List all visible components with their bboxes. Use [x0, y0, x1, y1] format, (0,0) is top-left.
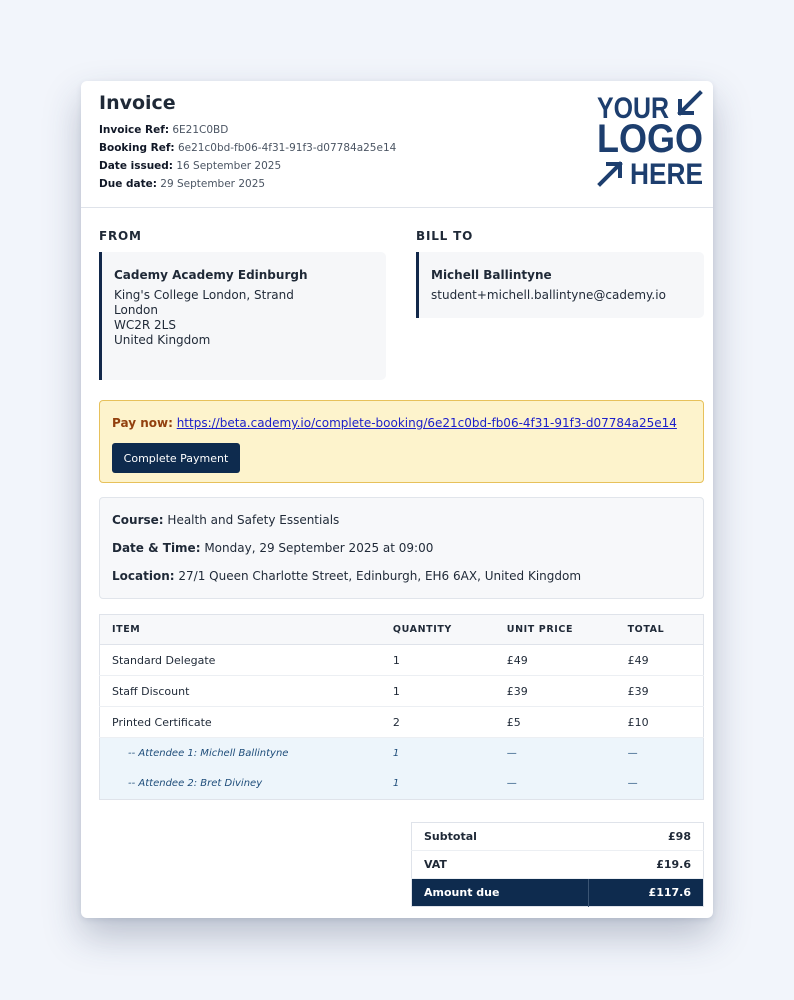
attendee-total: — [616, 769, 704, 800]
from-address-line: WC2R 2LS [114, 318, 176, 332]
item-name: Printed Certificate [100, 707, 381, 738]
from-address-card [99, 252, 386, 380]
logo-text-here: HERE [630, 158, 703, 191]
course-datetime: Monday, 29 September 2025 at 09:00 [204, 541, 434, 555]
line-items-table [99, 614, 704, 800]
invoice-meta [99, 121, 396, 193]
item-unit-price: £39 [495, 676, 616, 707]
item-name: Standard Delegate [100, 645, 381, 676]
from-address-line: United Kingdom [114, 333, 211, 347]
attendee-unit-price: — [495, 769, 616, 800]
datetime-label: Date & Time: [112, 541, 201, 555]
attendee-name: -- Attendee 2: Bret Diviney [100, 769, 381, 800]
item-name: Staff Discount [100, 676, 381, 707]
logo-text-logo: LOGO [597, 117, 703, 161]
item-total: £39 [616, 676, 704, 707]
bill-to-card [416, 252, 704, 318]
column-header-total: TOTAL [616, 615, 704, 645]
attendee-row [100, 738, 704, 769]
pay-now-banner [99, 400, 704, 483]
item-total: £49 [616, 645, 704, 676]
item-unit-price: £5 [495, 707, 616, 738]
invoice-ref: 6E21C0BD [172, 124, 229, 136]
vat-row [412, 851, 704, 879]
vat-value: £19.6 [589, 851, 704, 879]
invoice-ref-label: Invoice Ref: [99, 124, 170, 136]
bill-to-label: BILL TO [416, 229, 474, 243]
attendee-total: — [616, 738, 704, 769]
subtotal-label: Subtotal [412, 823, 589, 851]
column-header-unit-price: UNIT PRICE [495, 615, 616, 645]
item-total: £10 [616, 707, 704, 738]
attendee-unit-price: — [495, 738, 616, 769]
pay-now-label: Pay now: [112, 416, 173, 430]
from-label: FROM [99, 229, 142, 243]
item-quantity: 1 [381, 645, 495, 676]
table-row [100, 707, 704, 738]
location-label: Location: [112, 569, 175, 583]
table-row [100, 676, 704, 707]
due-date-label: Due date: [99, 178, 157, 190]
payment-link[interactable]: https://beta.cademy.io/complete-booking/6e21c0bd-fb06-4f31-91f3-d07784a25e14 [176, 416, 677, 430]
table-row [100, 645, 704, 676]
subtotal-row [412, 823, 704, 851]
bill-to-email: student+michell.ballintyne@cademy.io [431, 288, 666, 302]
invoice-header [81, 81, 713, 208]
totals-table [411, 822, 704, 907]
booking-ref-label: Booking Ref: [99, 142, 175, 154]
invoice-card [81, 81, 713, 918]
date-issued-label: Date issued: [99, 160, 174, 172]
subtotal-value: £98 [589, 823, 704, 851]
item-quantity: 2 [381, 707, 495, 738]
attendee-quantity: 1 [381, 769, 495, 800]
attendee-row [100, 769, 704, 800]
from-name: Cademy Academy Edinburgh [114, 268, 308, 282]
column-header-item: ITEM [100, 615, 381, 645]
amount-due-label: Amount due [412, 879, 589, 907]
attendee-quantity: 1 [381, 738, 495, 769]
bill-to-name: Michell Ballintyne [431, 268, 552, 282]
course-details [99, 497, 704, 599]
vat-label: VAT [412, 851, 589, 879]
amount-due-row [412, 879, 704, 907]
booking-ref: 6e21c0bd-fb06-4f31-91f3-d07784a25e14 [177, 142, 397, 154]
amount-due-value: £117.6 [589, 879, 704, 907]
course-location: 27/1 Queen Charlotte Street, Edinburgh, EH6 6AX, United Kingdom [178, 569, 582, 583]
invoice-title: Invoice [99, 92, 176, 114]
logo-text-your: YOUR [597, 92, 670, 125]
from-address-line: London [114, 303, 158, 317]
due-date: 29 September 2025 [160, 178, 266, 190]
attendee-name: -- Attendee 1: Michell Ballintyne [100, 738, 381, 769]
date-issued: 16 September 2025 [176, 160, 282, 172]
from-address-line: King's College London, Strand [114, 288, 294, 302]
item-unit-price: £49 [495, 645, 616, 676]
complete-payment-button[interactable]: Complete Payment [112, 443, 240, 473]
column-header-quantity: QUANTITY [381, 615, 495, 645]
company-logo [596, 90, 704, 191]
item-quantity: 1 [381, 676, 495, 707]
course-label: Course: [112, 513, 164, 527]
course-name: Health and Safety Essentials [167, 513, 340, 527]
